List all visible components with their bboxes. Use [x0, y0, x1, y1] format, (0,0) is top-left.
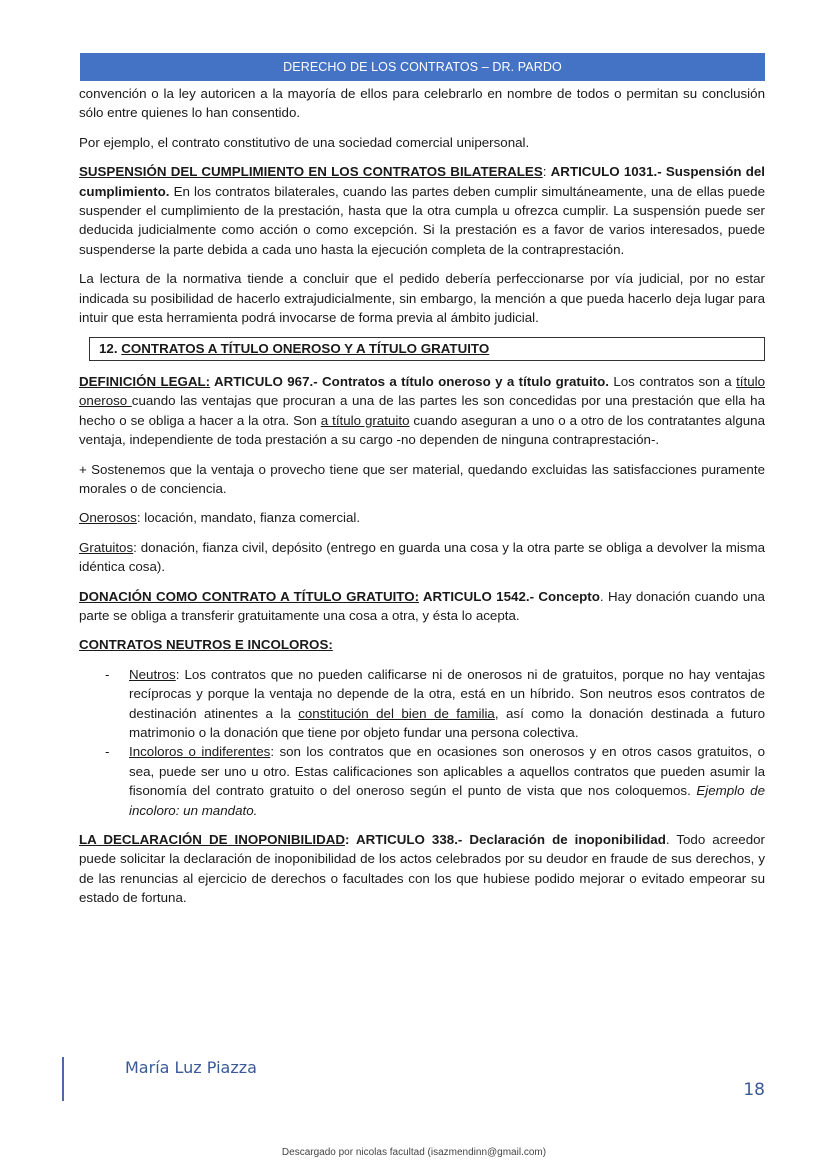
text-run: ARTICULO 1542.- Concepto [419, 588, 600, 604]
text-run: . Todo acreedor puede solicitar la declaración de inoponibilidad de los actos celebrados por su deudor en fraude de sus derechos, y de las renuncias al ejercicio de derechos o facultades con los que hubiese podido mejorar o evitado empeorar su estado de fortuna. [79, 832, 765, 906]
list-item [79, 665, 765, 743]
text-run: En los contratos bilaterales, cuando las partes deben cumplir simultáneamente, una de ellas puede suspender el cumplimiento de la prestación, hasta que la otra cumpla u ofrezca cumplir. La suspensión puede ser deducida judicialmente como acción o como excepción. Si la prestación es a favor de varios interesados, puede suspenderse la parte debida a cada uno hasta la ejecución completa de la contraprestación. [79, 183, 765, 257]
paragraph [79, 372, 765, 450]
text-run: ARTICULO 338.- Declaración de inoponibilidad [355, 832, 666, 847]
text-run: DONACIÓN COMO CONTRATO A TÍTULO GRATUITO: [79, 588, 420, 604]
text-run: La lectura de la normativa tiende a concluir que el pedido debería perfeccionarse por vía judicial, por no estar indicada su posibilidad de hacerlo extrajudicialmente, sin embargo, la mención a que pueda hacerlo deja lugar para intuir que esta herramienta podrá invocarse de forma previa al ámbito judicial. [79, 271, 765, 326]
text-run: cuando aseguran a uno o a otro de los contratantes alguna ventaja, independiente de toda prestación a su cargo -no dependen de ninguna contraprestación-. [79, 412, 766, 448]
text-run: título oneroso [79, 373, 766, 409]
list-item [79, 742, 765, 820]
paragraph [79, 84, 765, 123]
text-run: DEFINICIÓN LEGAL: [79, 373, 211, 389]
paragraph [79, 269, 765, 327]
text-run: : locación, mandato, fianza comercial. [136, 510, 361, 526]
text-run: convención o la ley autoricen a la mayoría de ellos para celebrarlo en nombre de todos o permitan su conclusión sólo entre quienes lo han consentido. [79, 86, 765, 121]
text-run: . Hay donación cuando una parte se obliga a transferir gratuitamente una cosa a otra, y ésta lo acepta. [79, 588, 765, 623]
text-run: , así como la donación destinada a futuro matrimonio o la donación que tiene por objeto fundar una persona colectiva. [129, 705, 765, 740]
dash-list [79, 665, 765, 820]
text-run: : [344, 832, 356, 847]
text-run: Los contratos son a [608, 373, 737, 389]
text-run: Neutros [129, 666, 176, 682]
text-run: + Sostenemos que la ventaja o provecho tiene que ser material, quedando excluidas las satisfacciones puramente morales o de conciencia. [79, 461, 765, 496]
text-run: Por ejemplo, el contrato constitutivo de una sociedad comercial unipersonal. [79, 134, 530, 150]
text-run: constitución del bien de familia [298, 705, 495, 721]
text-run: LA DECLARACIÓN DE INOPONIBILIDAD [79, 832, 345, 847]
footer-divider [62, 1057, 64, 1101]
paragraph [79, 538, 765, 577]
page-number: 18 [743, 1080, 765, 1100]
text-run: : son los contratos que en ocasiones son onerosos y en otros casos gratuitos, o sea, puede ser uno u otro. Estas calificaciones son aplicables a aquellos contratos que pueden asumir la fisonomía del contrato gratuito o del oneroso según el punto de vista que nos coloquemos. [129, 744, 765, 799]
footer-author: María Luz Piazza [125, 1058, 257, 1077]
text-run: cuando las ventajas que procuran a una de las partes les son concedidas por una prestación que ella ha hecho o se obliga a hacer a la otra. Son [79, 393, 765, 428]
paragraph [79, 162, 765, 259]
paragraph [79, 635, 765, 654]
text-run: 12. [99, 341, 122, 357]
section-heading [89, 337, 765, 360]
text-run: ARTICULO 967.- Contratos a título oneroso y a título gratuito. [210, 373, 609, 389]
text-run: SUSPENSIÓN DEL CUMPLIMIENTO EN LOS CONTRATOS BILATERALES [79, 164, 543, 180]
text-run: Incoloros o indiferentes [129, 744, 271, 760]
paragraph [79, 587, 765, 626]
text-run: CONTRATOS A TÍTULO ONEROSO Y A TÍTULO GRATUITO [121, 341, 490, 357]
text-run: ARTICULO 1031.- Suspensión del cumplimiento. [79, 164, 766, 199]
text-run: Gratuitos [79, 539, 134, 555]
text-run: Onerosos [79, 510, 137, 526]
text-run: : [542, 164, 551, 180]
text-run: a título gratuito [320, 412, 410, 428]
text-run: : donación, fianza civil, depósito (entrego en guarda una cosa y la otra parte se obliga a devolver la misma idéntica cosa). [79, 539, 765, 575]
paragraph [79, 460, 765, 499]
paragraph [79, 133, 765, 152]
download-note: Descargado por nicolas facultad (isazmendinn@gmail.com) [281, 1147, 547, 1158]
text-run: : Los contratos que no pueden calificarse ni de onerosos ni de gratuitos, porque no hay ventajas recíprocas y porque la ventaja no depende de la otra, está en un híbrido. Son neutros esos contratos de destinación atinentes a la [129, 666, 765, 721]
running-header: DERECHO DE LOS CONTRATOS – DR. PARDO [80, 53, 765, 81]
paragraph [79, 508, 765, 527]
text-run: CONTRATOS NEUTROS E INCOLOROS: [79, 637, 333, 653]
text-run: Ejemplo de incoloro: un mandato. [129, 783, 765, 818]
document-body [79, 84, 765, 918]
paragraph [79, 830, 765, 908]
